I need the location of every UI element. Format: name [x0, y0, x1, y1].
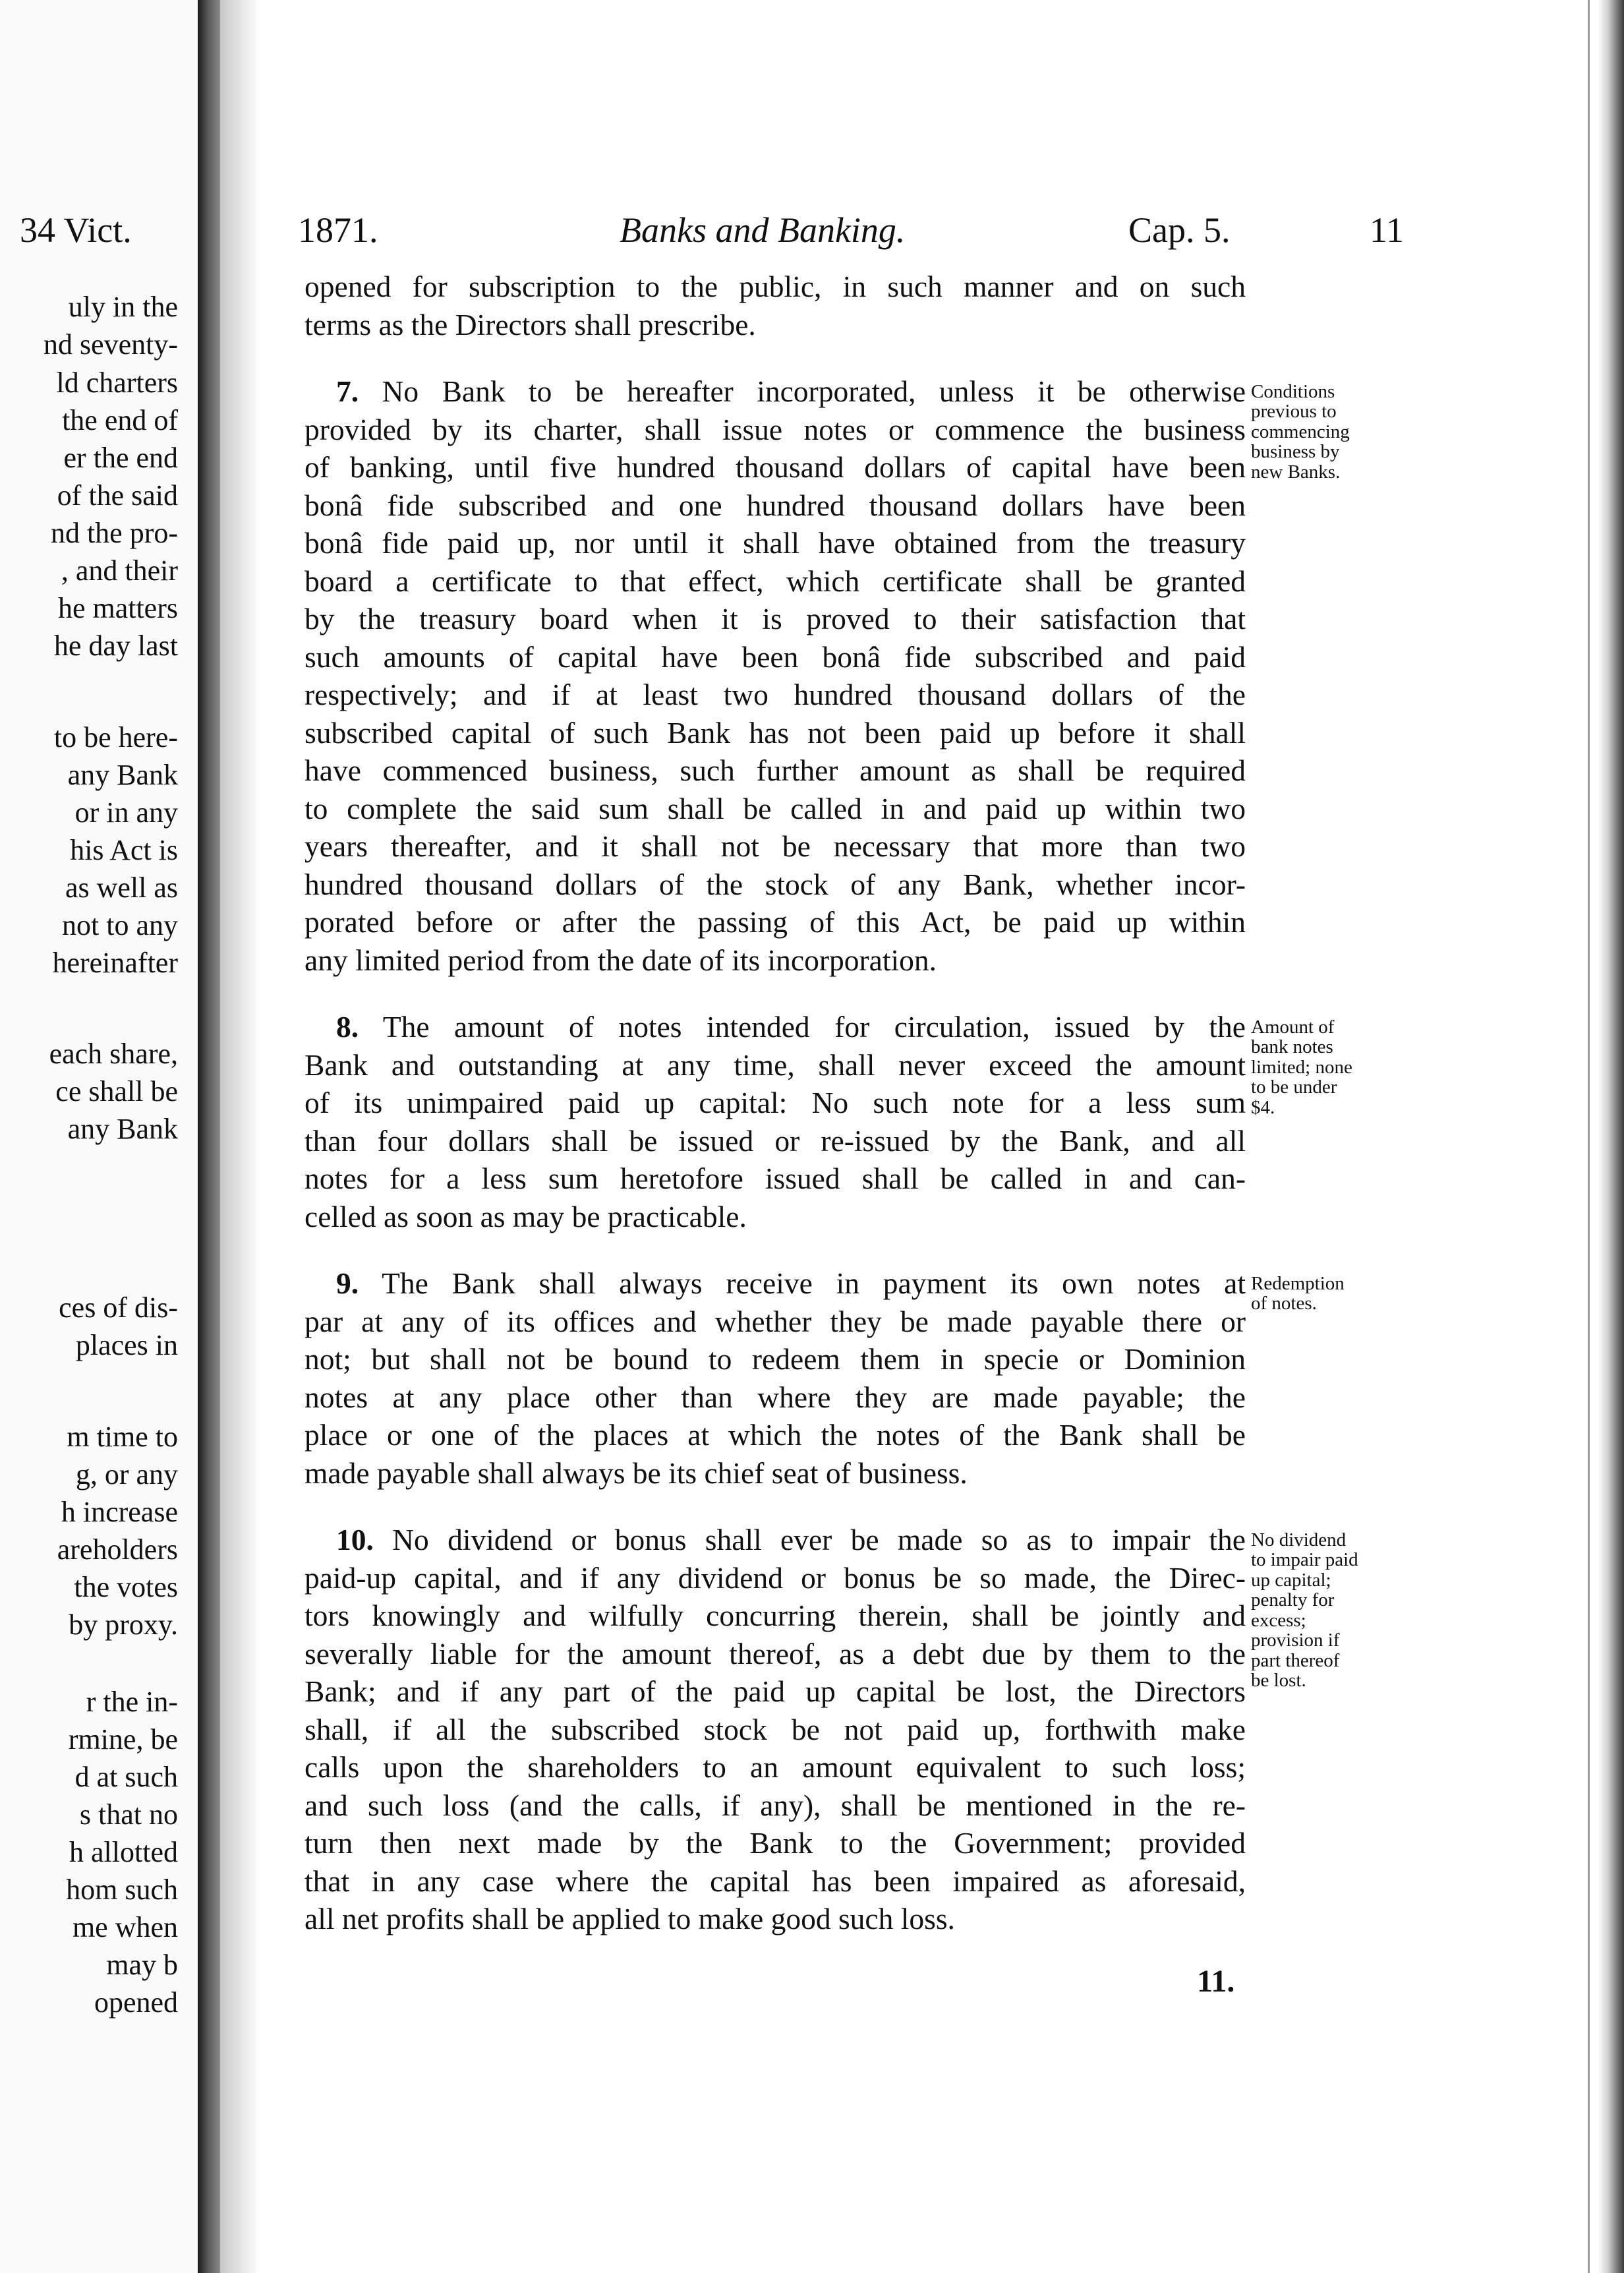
- section-text: The amount of notes intended for circulation, issued by the: [382, 1010, 1246, 1044]
- facing-page-line: his Act is: [70, 834, 178, 866]
- body-line: than four dollars shall be issued or re-issued by the Bank, and all: [304, 1123, 1246, 1158]
- facing-page-line: not to any: [62, 909, 178, 941]
- facing-page-line: or in any: [74, 796, 178, 829]
- margin-note-line: bank notes: [1251, 1036, 1333, 1058]
- body-line: terms as the Directors shall prescribe.: [304, 307, 756, 341]
- facing-page-line: , and their: [61, 554, 178, 587]
- body-line: par at any of its offices and whether they be made payable there or: [304, 1304, 1246, 1338]
- margin-note-line: Conditions: [1251, 381, 1335, 402]
- facing-page-line: by proxy.: [69, 1609, 178, 1641]
- body-line: and such loss (and the calls, if any), shall be mentioned in the re-: [304, 1788, 1246, 1822]
- facing-page-line: er the end: [63, 442, 178, 474]
- body-line: that in any case where the capital has been impaired as aforesaid,: [304, 1864, 1246, 1898]
- body-line: Bank; and if any part of the paid up capital be lost, the Directors: [304, 1674, 1246, 1708]
- margin-note-line: be lost.: [1251, 1670, 1306, 1692]
- body-line: any limited period from the date of its incorporation.: [304, 943, 937, 977]
- body-line: years thereafter, and it shall not be necessary that more than two: [304, 829, 1246, 863]
- body-line: respectively; and if at least two hundred thousand dollars of the: [304, 678, 1246, 711]
- body-line: of its unimpaired paid up capital: No such note for a less sum: [304, 1086, 1246, 1119]
- facing-page-line: hereinafter: [52, 947, 178, 979]
- margin-note-line: provision if: [1251, 1630, 1340, 1651]
- body-line: opened for subscription to the public, in such manner and on such: [304, 270, 1246, 303]
- page-number: 11: [1370, 210, 1404, 250]
- facing-page-line: rmine, be: [68, 1723, 178, 1756]
- body-line: notes for a less sum heretofore issued shall be called in and can-: [304, 1162, 1246, 1195]
- facing-page-line: he matters: [57, 592, 178, 624]
- body-line: bonâ fide subscribed and one hundred thousand dollars have been: [304, 488, 1246, 522]
- facing-page-line: any Bank: [67, 759, 178, 791]
- facing-page-line: hom such: [66, 1874, 178, 1906]
- body-line: by the treasury board when it is proved to their satisfaction that: [304, 602, 1246, 635]
- section-text: The Bank shall always receive in payment its own notes at: [382, 1266, 1246, 1300]
- body-line: made payable shall always be its chief seat of business.: [304, 1456, 968, 1490]
- margin-note-line: up capital;: [1251, 1569, 1331, 1591]
- body-line: subscribed capital of such Bank has not been paid up before it shall: [304, 715, 1246, 750]
- facing-page-line: uly in the: [68, 291, 178, 323]
- margin-note-line: business by: [1251, 441, 1340, 463]
- section-number: 10.: [336, 1523, 374, 1556]
- margin-note: [1251, 1530, 1358, 1691]
- facing-page-line: ce shall be: [55, 1075, 178, 1107]
- section-text: No Bank to be hereafter incorporated, unless it be otherwise: [382, 374, 1246, 408]
- section-first-line: [336, 1268, 1246, 1299]
- facing-page-line: ces of dis-: [59, 1291, 178, 1324]
- facing-page-line: as well as: [65, 871, 178, 904]
- margin-note-line: part thereof: [1251, 1649, 1340, 1671]
- margin-note-line: of notes.: [1251, 1293, 1317, 1314]
- body-line: calls upon the shareholders to an amount equivalent to such loss;: [304, 1750, 1246, 1784]
- body-line: shall, if all the subscribed stock be not paid up, forthwith make: [304, 1712, 1246, 1746]
- facing-page-line: places in: [75, 1329, 178, 1361]
- body-line: celled as soon as may be practicable.: [304, 1199, 747, 1233]
- section-first-line: [336, 1525, 1246, 1555]
- margin-note-line: to be under: [1251, 1077, 1337, 1098]
- facing-page-line: each share,: [49, 1038, 178, 1070]
- facing-page-line: nd the pro-: [50, 517, 178, 549]
- section-number: 9.: [336, 1266, 359, 1300]
- facing-page-line: may b: [106, 1949, 178, 1981]
- facing-page-line: of the said: [57, 479, 178, 512]
- body-line: notes at any place other than where they are made payable; the: [304, 1380, 1246, 1414]
- page-edge-line: [1588, 0, 1590, 2273]
- margin-note: [1251, 382, 1350, 482]
- facing-page-line: he day last: [53, 630, 178, 662]
- body-line: turn then next made by the Bank to the Government; provided: [304, 1826, 1246, 1860]
- section-text: No dividend or bonus shall ever be made so as to impair the: [392, 1523, 1246, 1556]
- facing-page-line: ld charters: [56, 367, 178, 399]
- body-line: of banking, until five hundred thousand dollars of capital have been: [304, 450, 1246, 484]
- margin-note-line: to impair paid: [1251, 1549, 1358, 1571]
- section-first-line: [336, 376, 1246, 407]
- header-chapter: Cap. 5.: [1128, 210, 1231, 250]
- facing-page-line: the end of: [62, 404, 178, 436]
- header-title: Banks and Banking.: [620, 210, 906, 250]
- facing-page-line: h allotted: [69, 1836, 178, 1868]
- section-first-line: [336, 1012, 1246, 1042]
- body-line: have commenced business, such further amount as shall be required: [304, 753, 1246, 787]
- body-line: bonâ fide paid up, nor until it shall have obtained from the treasury: [304, 526, 1246, 560]
- margin-note-line: commencing: [1251, 421, 1350, 442]
- margin-note-line: previous to: [1251, 401, 1337, 423]
- facing-page-line: areholders: [57, 1533, 178, 1566]
- section-number: 8.: [336, 1010, 359, 1044]
- margin-note-line: Amount of: [1251, 1017, 1335, 1038]
- margin-note-line: Redemption: [1251, 1273, 1345, 1294]
- facing-page-line: opened: [94, 1986, 178, 2019]
- facing-page-line: g, or any: [75, 1458, 178, 1491]
- body-line: paid-up capital, and if any dividend or bonus be so made, the Direc-: [304, 1560, 1246, 1595]
- facing-page-header: 34 Vict.: [20, 210, 132, 250]
- margin-note-line: new Banks.: [1251, 461, 1341, 483]
- margin-note-line: limited; none: [1251, 1056, 1352, 1078]
- facing-page-fragment: [0, 0, 198, 2273]
- page-edge-shadow: [1598, 0, 1624, 2273]
- margin-note-line: No dividend: [1251, 1529, 1347, 1550]
- facing-page-line: any Bank: [67, 1113, 178, 1145]
- facing-page-line: nd seventy-: [43, 328, 178, 361]
- facing-page-line: r the in-: [86, 1686, 178, 1718]
- body-line: provided by its charter, shall issue notes or commence the business: [304, 412, 1246, 446]
- facing-page-line: me when: [72, 1911, 178, 1943]
- body-line: place or one of the places at which the notes of the Bank shall be: [304, 1418, 1246, 1452]
- facing-page-line: h increase: [61, 1496, 178, 1528]
- header-year: 1871.: [298, 210, 378, 250]
- body-line: Bank and outstanding at any time, shall never exceed the amount: [304, 1048, 1246, 1082]
- margin-note-line: $4.: [1251, 1096, 1275, 1118]
- facing-page-line: the votes: [74, 1571, 178, 1603]
- facing-page-line: d at such: [74, 1761, 178, 1793]
- body-line: not; but shall not be bound to redeem them in specie or Dominion: [304, 1342, 1246, 1376]
- binding-gutter: [198, 0, 220, 2273]
- body-line: tors knowingly and wilfully concurring therein, shall be jointly and: [304, 1599, 1246, 1632]
- body-line: such amounts of capital have been bonâ fide subscribed and paid: [304, 639, 1246, 674]
- body-line: porated before or after the passing of this Act, be paid up within: [304, 905, 1246, 939]
- body-line: to complete the said sum shall be called in and paid up within two: [304, 791, 1246, 825]
- margin-note: [1251, 1274, 1345, 1314]
- body-line: hundred thousand dollars of the stock of any Bank, whether incor-: [304, 867, 1246, 901]
- section-number: 7.: [336, 374, 359, 408]
- body-line: all net profits shall be applied to make good such loss.: [304, 1902, 955, 1935]
- body-line: board a certificate to that effect, which certificate shall be granted: [304, 564, 1246, 598]
- facing-page-line: s that no: [79, 1798, 178, 1831]
- gutter-shadow: [220, 0, 260, 2273]
- margin-note-line: penalty for: [1251, 1589, 1335, 1611]
- margin-note-line: excess;: [1251, 1609, 1306, 1631]
- facing-page-line: m time to: [67, 1421, 178, 1453]
- body-line: severally liable for the amount thereof, as a debt due by them to the: [304, 1636, 1246, 1670]
- margin-note: [1251, 1017, 1352, 1117]
- facing-page-line: to be here-: [53, 721, 178, 753]
- catchword: 11.: [1197, 1964, 1235, 1999]
